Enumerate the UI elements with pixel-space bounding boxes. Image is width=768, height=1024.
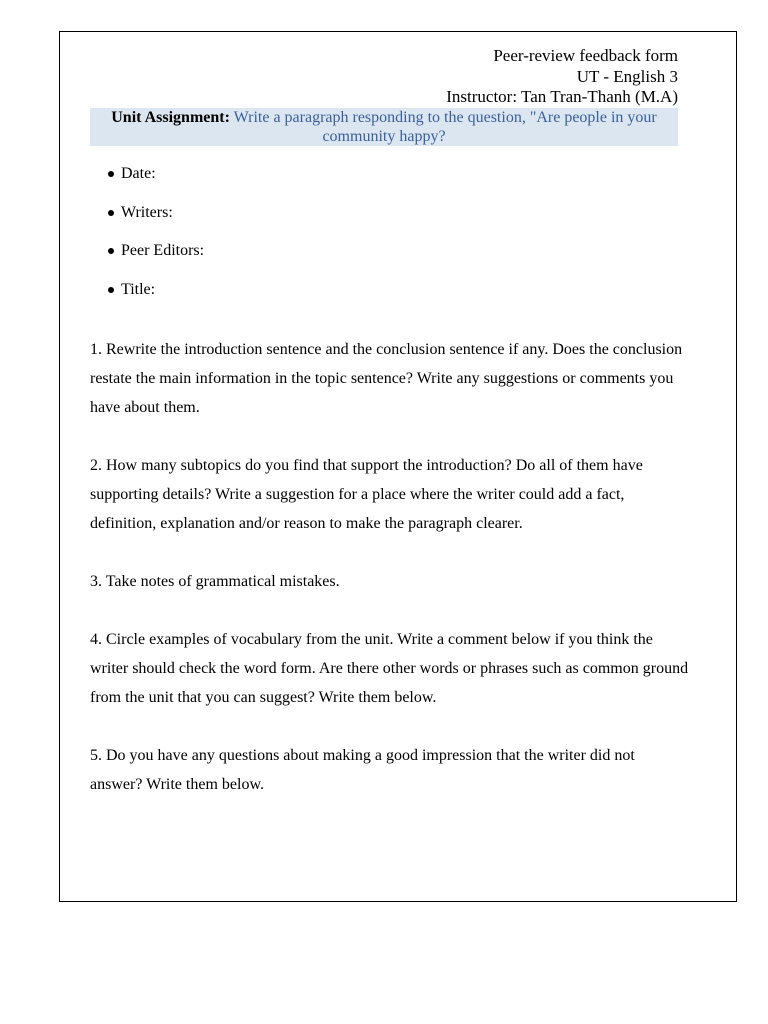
- unit-assignment-prompt: Write a paragraph responding to the question, "Are people in your community happy?: [233, 109, 657, 145]
- question-4: 4. Circle examples of vocabulary from the unit. Write a comment below if you think the writer should check the word form. Are there other words or phrases such as common ground from the unit that you can suggest? Write them below.: [90, 631, 689, 706]
- instructor-name: Instructor: Tan Tran-Thanh (M.A): [446, 87, 678, 106]
- meta-fields-list: [108, 163, 204, 317]
- meta-field-date: [108, 163, 204, 202]
- form-header: [90, 46, 678, 108]
- unit-assignment-label: Unit Assignment:: [111, 109, 230, 126]
- bullet-icon: [108, 248, 114, 254]
- meta-field-label: Title:: [121, 280, 156, 298]
- question-5: 5. Do you have any questions about making a good impression that the writer did not answer? Write them below.: [90, 747, 635, 793]
- question-1: 1. Rewrite the introduction sentence and the conclusion sentence if any. Does the conclusion restate the main information in the topic sentence? Write any suggestions or comments you have about them.: [90, 341, 683, 416]
- unit-assignment-banner: [90, 108, 678, 146]
- questions-section: [90, 335, 690, 828]
- question-3: 3. Take notes of grammatical mistakes.: [90, 573, 340, 590]
- question-2: 2. How many subtopics do you find that support the introduction? Do all of them have supporting details? Write a suggestion for a place where the writer could add a fact, definition, explanation and/or reason to make the paragraph clearer.: [90, 457, 643, 532]
- course-name: UT - English 3: [576, 66, 678, 86]
- bullet-icon: [108, 210, 114, 216]
- form-title: Peer-review feedback form: [493, 46, 678, 65]
- meta-field-writers: [108, 202, 204, 241]
- meta-field-label: Peer Editors:: [121, 242, 205, 260]
- meta-field-label: Writers:: [121, 203, 173, 221]
- meta-field-peer-editors: [108, 240, 204, 279]
- bullet-icon: [108, 171, 114, 177]
- bullet-icon: [108, 287, 114, 293]
- meta-field-label: Date:: [121, 165, 156, 182]
- meta-field-title: [108, 279, 204, 318]
